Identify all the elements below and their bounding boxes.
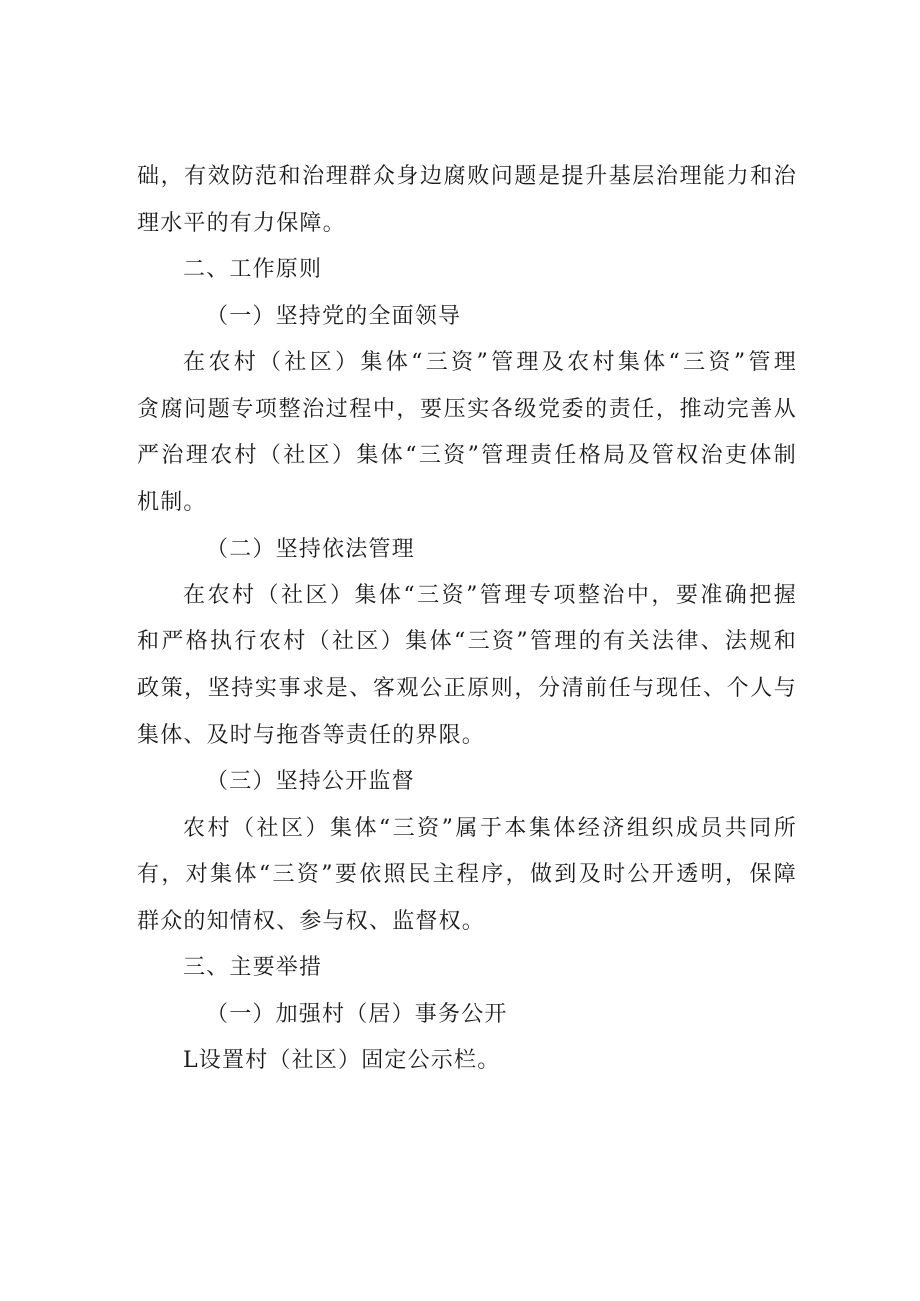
section-heading: 三、主要举措 (183, 955, 323, 980)
body-text-line: 在农村（社区）集体“三资”管理及农村集体“三资”管理 (183, 350, 797, 375)
subsection-heading: （三）坚持公开监督 (206, 769, 415, 794)
body-text-line: 机制。 (137, 490, 207, 515)
body-text-line: 严治理农村（社区）集体“三资”管理责任格局及管权治吏体制 (137, 443, 797, 468)
subsection-heading: （二）坚持依法管理 (206, 537, 415, 562)
section-heading: 二、工作原则 (183, 257, 323, 282)
body-text-line: 有，对集体“三资”要依照民主程序，做到及时公开透明，保障 (137, 862, 797, 887)
body-text-line: 政策，坚持实事求是、客观公正原则，分清前任与现任、个人与 (137, 676, 797, 701)
body-text-line: 和严格执行农村（社区）集体“三资”管理的有关法律、法规和 (137, 629, 797, 654)
body-text-line: 群众的知情权、参与权、监督权。 (137, 909, 486, 934)
body-text-line: 农村（社区）集体“三资”属于本集体经济组织成员共同所 (183, 816, 797, 841)
subsection-heading: （一）加强村（居）事务公开 (206, 1002, 508, 1027)
body-text-line: L设置村（社区）固定公示栏。 (183, 1048, 501, 1073)
body-text-line: 理水平的有力保障。 (137, 211, 346, 236)
body-text-line: 础，有效防范和治理群众身边腐败问题是提升基层治理能力和治 (137, 164, 797, 189)
body-text-line: 集体、及时与拖沓等责任的界限。 (137, 723, 486, 748)
body-text-line: 贪腐问题专项整治过程中，要压实各级党委的责任，推动完善从 (137, 397, 797, 422)
body-text-line: 在农村（社区）集体“三资”管理专项整治中，要准确把握 (183, 583, 797, 608)
subsection-heading: （一）坚持党的全面领导 (206, 304, 462, 329)
